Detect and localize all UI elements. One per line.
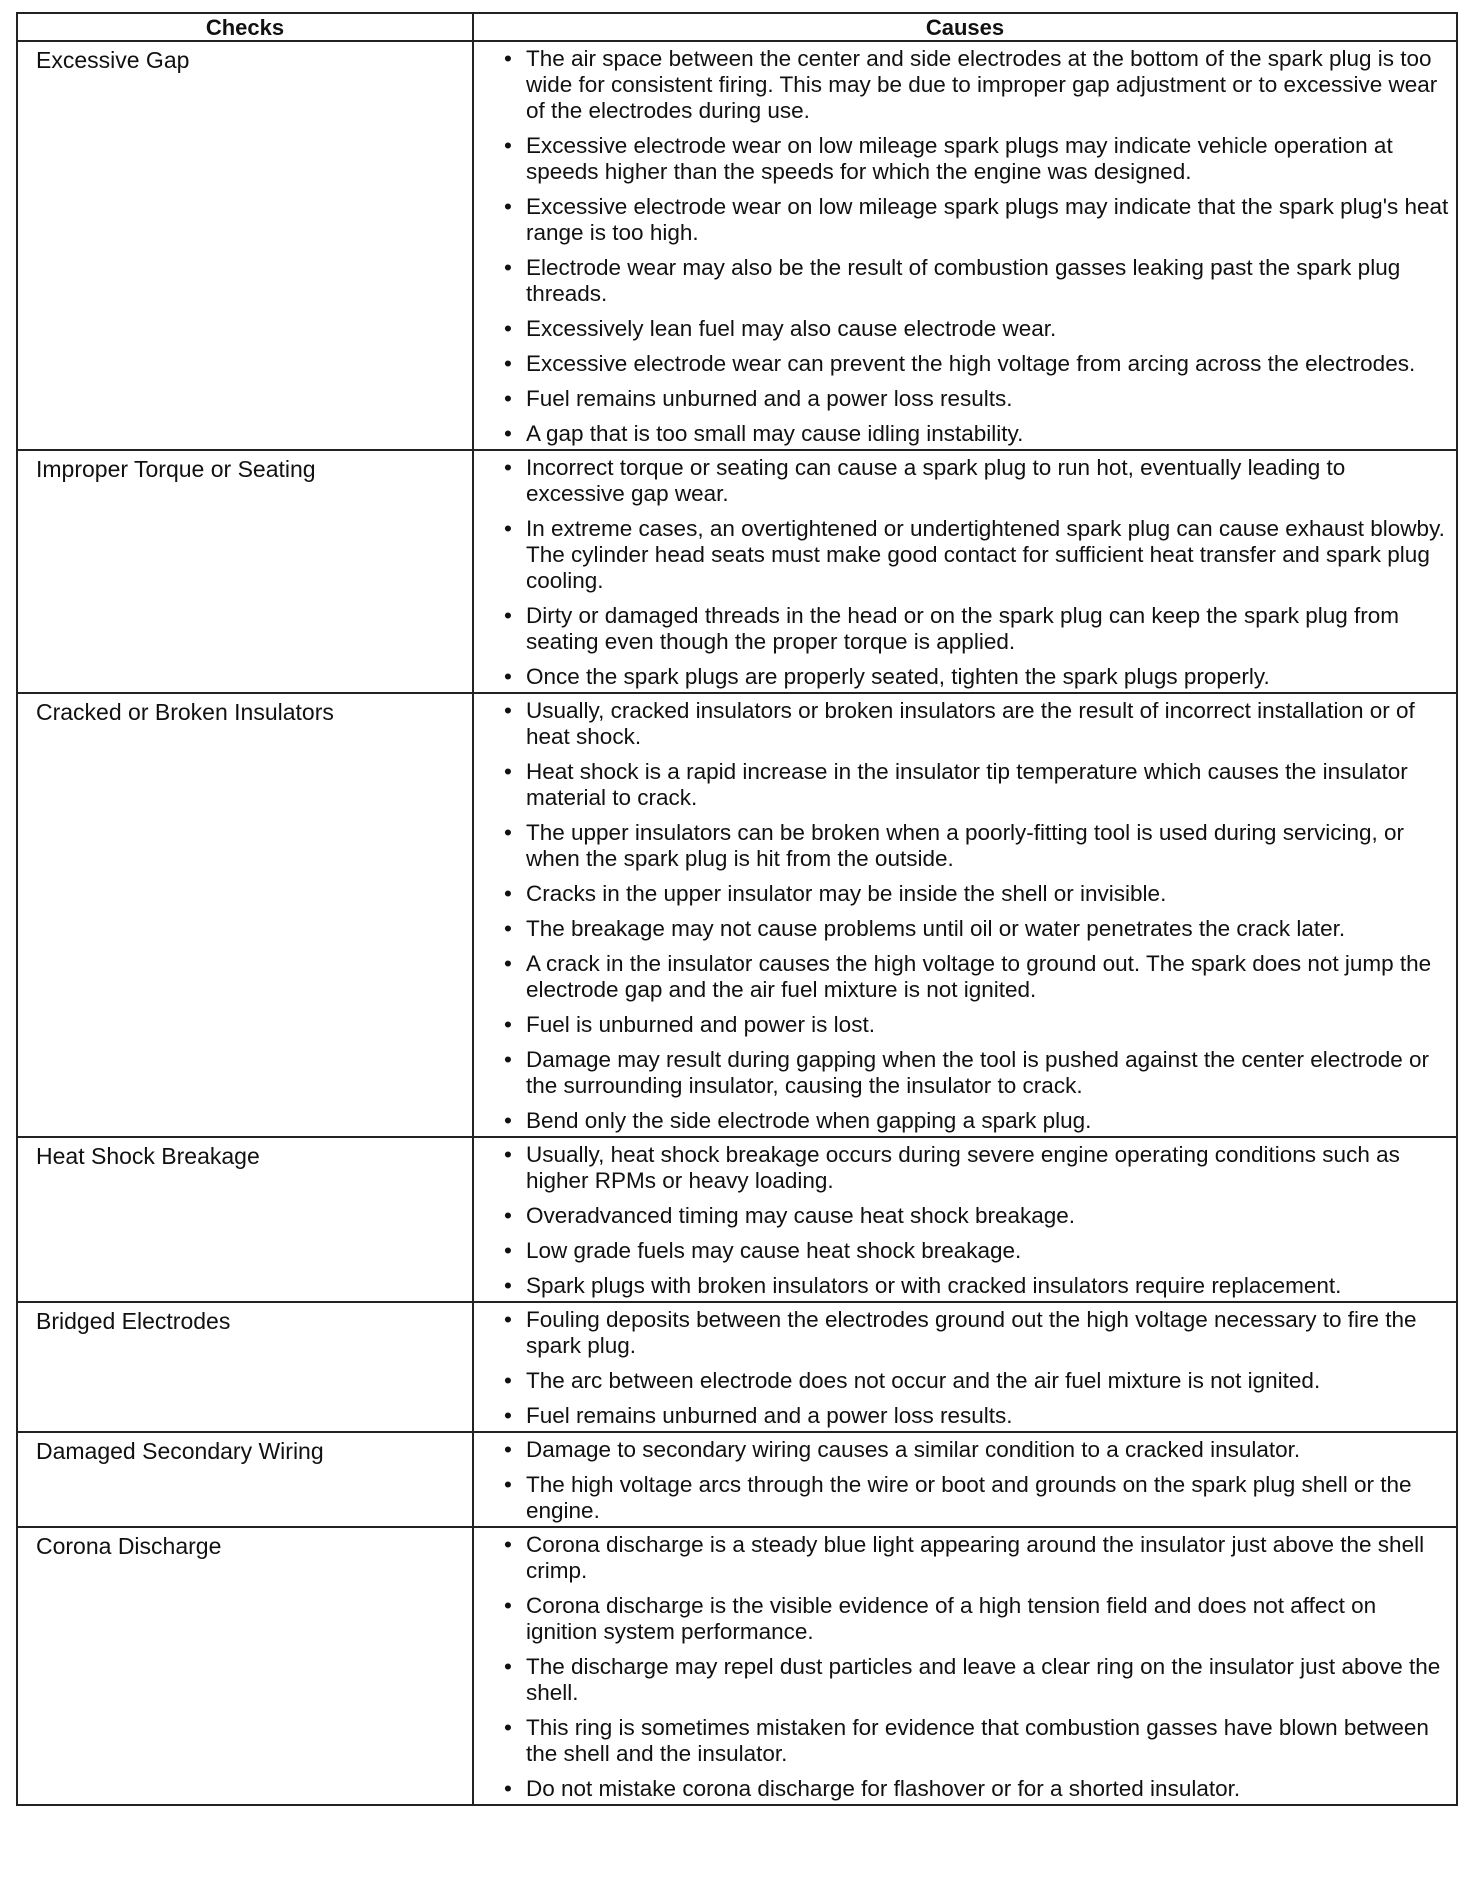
bullet-icon: • <box>504 1307 512 1332</box>
cause-list <box>504 1307 1450 1429</box>
bullet-icon: • <box>504 386 512 411</box>
cause-item <box>504 603 1450 655</box>
cause-item <box>504 1593 1450 1645</box>
table-header-row <box>17 13 1457 41</box>
bullet-icon: • <box>504 421 512 446</box>
checks-causes-table <box>16 12 1458 1806</box>
bullet-icon: • <box>504 1203 512 1228</box>
cause-text: Heat shock is a rapid increase in the insulator tip temperature which causes the insulator material to crack. <box>526 759 1408 810</box>
cause-item <box>504 1238 1450 1264</box>
cause-item <box>504 1203 1450 1229</box>
bullet-icon: • <box>504 133 512 158</box>
cause-text: This ring is sometimes mistaken for evidence that combustion gasses have blown between the shell and the insulator. <box>526 1715 1429 1766</box>
cause-text: The upper insulators can be broken when a poorly-fitting tool is used during servicing, or when the spark plug is hit from the outside. <box>526 820 1404 871</box>
cause-item <box>504 916 1450 942</box>
cause-item <box>504 351 1450 377</box>
cause-item <box>504 1403 1450 1429</box>
cause-item <box>504 386 1450 412</box>
bullet-icon: • <box>504 759 512 784</box>
cause-item <box>504 516 1450 594</box>
cause-list <box>504 1142 1450 1299</box>
cause-text: The air space between the center and side electrodes at the bottom of the spark plug is too wide for consistent firing. This may be due to improper gap adjustment or to excessive wear of the electrodes during use. <box>526 46 1438 123</box>
cause-list <box>504 1532 1450 1802</box>
causes-column-header: Causes <box>473 13 1457 41</box>
bullet-icon: • <box>504 255 512 280</box>
cause-item <box>504 1012 1450 1038</box>
cause-text: Excessive electrode wear on low mileage spark plugs may indicate vehicle operation at speeds higher than the speeds for which the engine was designed. <box>526 133 1393 184</box>
check-cell: Improper Torque or Seating <box>17 450 473 693</box>
cause-item <box>504 1472 1450 1524</box>
cause-text: Usually, cracked insulators or broken insulators are the result of incorrect installation or of heat shock. <box>526 698 1415 749</box>
cause-item <box>504 133 1450 185</box>
cause-text: Damage to secondary wiring causes a similar condition to a cracked insulator. <box>526 1437 1301 1462</box>
bullet-icon: • <box>504 1142 512 1167</box>
cause-text: Usually, heat shock breakage occurs during severe engine operating conditions such as higher RPMs or heavy loading. <box>526 1142 1400 1193</box>
cause-text: Damage may result during gapping when the tool is pushed against the center electrode or the surrounding insulator, causing the insulator to crack. <box>526 1047 1430 1098</box>
bullet-icon: • <box>504 1654 512 1679</box>
cause-item <box>504 820 1450 872</box>
table-row <box>17 693 1457 1137</box>
table-row <box>17 41 1457 450</box>
cause-list <box>504 1437 1450 1524</box>
cause-text: Once the spark plugs are properly seated, tighten the spark plugs properly. <box>526 664 1270 689</box>
cause-text: Cracks in the upper insulator may be inside the shell or invisible. <box>526 881 1167 906</box>
cause-text: Corona discharge is the visible evidence of a high tension field and does not affect on ignition system performance. <box>526 1593 1377 1644</box>
cause-text: Excessive electrode wear can prevent the high voltage from arcing across the electrodes. <box>526 351 1416 376</box>
cause-item <box>504 1307 1450 1359</box>
bullet-icon: • <box>504 316 512 341</box>
bullet-icon: • <box>504 603 512 628</box>
cause-text: Dirty or damaged threads in the head or on the spark plug can keep the spark plug from seating even though the proper torque is applied. <box>526 603 1400 654</box>
bullet-icon: • <box>504 1532 512 1557</box>
cause-text: Spark plugs with broken insulators or with cracked insulators require replacement. <box>526 1273 1342 1298</box>
cause-text: Excessive electrode wear on low mileage spark plugs may indicate that the spark plug's heat range is too high. <box>526 194 1449 245</box>
bullet-icon: • <box>504 1012 512 1037</box>
cause-text: A crack in the insulator causes the high voltage to ground out. The spark does not jump the electrode gap and the air fuel mixture is not ignited. <box>526 951 1432 1002</box>
table-row <box>17 450 1457 693</box>
check-cell: Cracked or Broken Insulators <box>17 693 473 1137</box>
cause-text: Fuel remains unburned and a power loss results. <box>526 386 1013 411</box>
bullet-icon: • <box>504 1273 512 1298</box>
causes-cell <box>473 41 1457 450</box>
bullet-icon: • <box>504 1776 512 1801</box>
cause-item <box>504 1142 1450 1194</box>
cause-list <box>504 455 1450 690</box>
check-cell: Excessive Gap <box>17 41 473 450</box>
cause-text: Electrode wear may also be the result of combustion gasses leaking past the spark plug threads. <box>526 255 1401 306</box>
cause-item <box>504 1715 1450 1767</box>
cause-text: Corona discharge is a steady blue light appearing around the insulator just above the shell crimp. <box>526 1532 1425 1583</box>
cause-text: The discharge may repel dust particles and leave a clear ring on the insulator just above the shell. <box>526 1654 1441 1705</box>
cause-item <box>504 951 1450 1003</box>
cause-text: Fuel remains unburned and a power loss results. <box>526 1403 1013 1428</box>
bullet-icon: • <box>504 1108 512 1133</box>
bullet-icon: • <box>504 1238 512 1263</box>
bullet-icon: • <box>504 1368 512 1393</box>
cause-item <box>504 1047 1450 1099</box>
cause-item <box>504 1273 1450 1299</box>
checks-column-header: Checks <box>17 13 473 41</box>
cause-text: Fouling deposits between the electrodes ground out the high voltage necessary to fire the spark plug. <box>526 1307 1417 1358</box>
cause-text: Excessively lean fuel may also cause electrode wear. <box>526 316 1057 341</box>
cause-item <box>504 455 1450 507</box>
causes-cell <box>473 1527 1457 1805</box>
check-cell: Heat Shock Breakage <box>17 1137 473 1302</box>
table-row <box>17 1302 1457 1432</box>
bullet-icon: • <box>504 951 512 976</box>
bullet-icon: • <box>504 1403 512 1428</box>
bullet-icon: • <box>504 455 512 480</box>
causes-cell <box>473 450 1457 693</box>
table-body <box>17 41 1457 1805</box>
cause-item <box>504 1654 1450 1706</box>
table-row <box>17 1137 1457 1302</box>
bullet-icon: • <box>504 46 512 71</box>
bullet-icon: • <box>504 664 512 689</box>
check-cell: Damaged Secondary Wiring <box>17 1432 473 1527</box>
causes-cell <box>473 1137 1457 1302</box>
bullet-icon: • <box>504 1472 512 1497</box>
cause-item <box>504 1108 1450 1134</box>
bullet-icon: • <box>504 820 512 845</box>
cause-item <box>504 194 1450 246</box>
cause-text: Incorrect torque or seating can cause a spark plug to run hot, eventually leading to excessive gap wear. <box>526 455 1346 506</box>
cause-item <box>504 698 1450 750</box>
cause-list <box>504 46 1450 447</box>
bullet-icon: • <box>504 351 512 376</box>
cause-item <box>504 664 1450 690</box>
cause-item <box>504 255 1450 307</box>
cause-text: The arc between electrode does not occur and the air fuel mixture is not ignited. <box>526 1368 1321 1393</box>
cause-text: Do not mistake corona discharge for flashover or for a shorted insulator. <box>526 1776 1241 1801</box>
cause-text: Bend only the side electrode when gapping a spark plug. <box>526 1108 1092 1133</box>
check-cell: Bridged Electrodes <box>17 1302 473 1432</box>
cause-text: Fuel is unburned and power is lost. <box>526 1012 875 1037</box>
cause-item <box>504 421 1450 447</box>
causes-cell <box>473 1432 1457 1527</box>
cause-item <box>504 46 1450 124</box>
cause-text: The breakage may not cause problems until oil or water penetrates the crack later. <box>526 916 1346 941</box>
cause-item <box>504 1776 1450 1802</box>
cause-text: Overadvanced timing may cause heat shock breakage. <box>526 1203 1076 1228</box>
bullet-icon: • <box>504 194 512 219</box>
document-page <box>16 12 1456 1806</box>
bullet-icon: • <box>504 1437 512 1462</box>
cause-item <box>504 881 1450 907</box>
cause-item <box>504 759 1450 811</box>
bullet-icon: • <box>504 698 512 723</box>
bullet-icon: • <box>504 916 512 941</box>
cause-item <box>504 316 1450 342</box>
causes-cell <box>473 693 1457 1137</box>
cause-item <box>504 1532 1450 1584</box>
cause-list <box>504 698 1450 1134</box>
bullet-icon: • <box>504 1715 512 1740</box>
bullet-icon: • <box>504 516 512 541</box>
cause-text: The high voltage arcs through the wire or boot and grounds on the spark plug shell or the engine. <box>526 1472 1412 1523</box>
cause-text: Low grade fuels may cause heat shock breakage. <box>526 1238 1022 1263</box>
bullet-icon: • <box>504 881 512 906</box>
cause-text: In extreme cases, an overtightened or undertightened spark plug can cause exhaust blowby. The cylinder head seats must make good contact for sufficient heat transfer and spark plug cooling. <box>526 516 1445 593</box>
bullet-icon: • <box>504 1047 512 1072</box>
cause-item <box>504 1368 1450 1394</box>
table-row <box>17 1527 1457 1805</box>
table-row <box>17 1432 1457 1527</box>
cause-text: A gap that is too small may cause idling instability. <box>526 421 1024 446</box>
cause-item <box>504 1437 1450 1463</box>
bullet-icon: • <box>504 1593 512 1618</box>
check-cell: Corona Discharge <box>17 1527 473 1805</box>
causes-cell <box>473 1302 1457 1432</box>
